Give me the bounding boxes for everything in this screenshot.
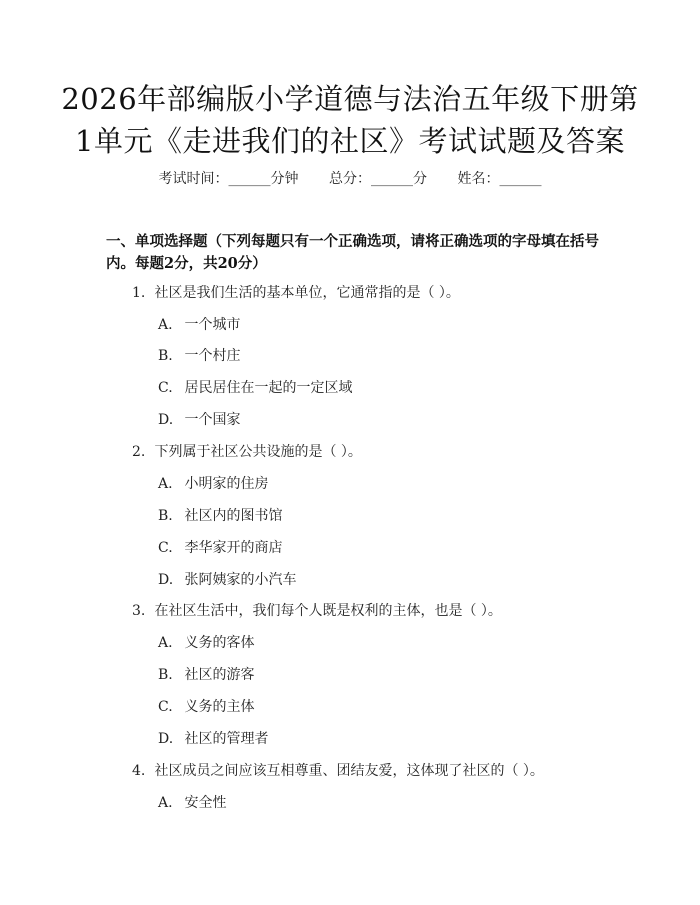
question-number: 1. [132,285,146,301]
option-letter: B. [158,508,173,524]
option-letter: A. [158,635,173,651]
exam-time: 考试时间：______分钟 [158,171,299,187]
title-line-1: 2026年部编版小学道德与法治五年级下册第 [61,82,639,116]
option-1d [158,409,240,429]
question-4 [132,760,544,780]
exam-title [0,78,700,162]
option-text: 一个国家 [184,412,241,428]
student-name: 姓名：______ [457,171,542,187]
question-text: 下列属于社区公共设施的是（ ）。 [154,444,362,460]
question-text: 社区成员之间应该互相尊重、团结友爱，这体现了社区的（ ）。 [154,763,544,779]
option-3a [158,632,254,652]
option-1b [158,345,240,365]
option-2a [158,473,268,493]
question-1 [132,282,460,302]
option-text: 义务的主体 [184,699,255,715]
question-text: 社区是我们生活的基本单位，它通常指的是（ ）。 [154,285,460,301]
option-1a [158,314,240,334]
option-letter: B. [158,348,173,364]
option-text: 社区的游客 [184,667,255,683]
option-letter: C. [158,380,173,396]
option-letter: D. [158,731,174,747]
question-number: 4. [132,763,146,779]
option-letter: B. [158,667,173,683]
option-text: 一个村庄 [184,348,241,364]
option-text: 一个城市 [184,317,241,333]
option-letter: A. [158,795,173,811]
option-2b [158,505,282,525]
option-text: 李华家开的商店 [184,540,283,556]
option-text: 社区内的图书馆 [184,508,283,524]
question-2 [132,441,362,461]
option-text: 居民居住在一起的一定区域 [184,380,353,396]
option-4a [158,792,226,812]
option-letter: C. [158,699,173,715]
option-letter: D. [158,572,174,588]
option-2d [158,569,296,589]
option-3d [158,728,268,748]
option-text: 小明家的住房 [184,476,269,492]
option-text: 张阿姨家的小汽车 [184,572,297,588]
option-3c [158,696,254,716]
section-heading: 一、单项选择题（下列每题只有一个正确选项，请将正确选项的字母填在括号内。每题2分，共20分） [106,233,599,272]
option-letter: A. [158,317,173,333]
option-text: 社区的管理者 [184,731,269,747]
option-letter: A. [158,476,173,492]
question-text: 在社区生活中，我们每个人既是权利的主体，也是（ ）。 [154,603,502,619]
option-text: 安全性 [184,795,227,811]
title-line-2: 1单元《走进我们的社区》考试试题及答案 [75,124,625,158]
option-letter: C. [158,540,173,556]
question-3 [132,600,502,620]
question-number: 3. [132,603,146,619]
option-1c [158,377,352,397]
option-letter: D. [158,412,174,428]
option-2c [158,537,282,557]
exam-score: 总分：______分 [329,171,427,187]
option-text: 义务的客体 [184,635,255,651]
option-3b [158,664,254,684]
question-number: 2. [132,444,146,460]
exam-meta [0,168,700,188]
